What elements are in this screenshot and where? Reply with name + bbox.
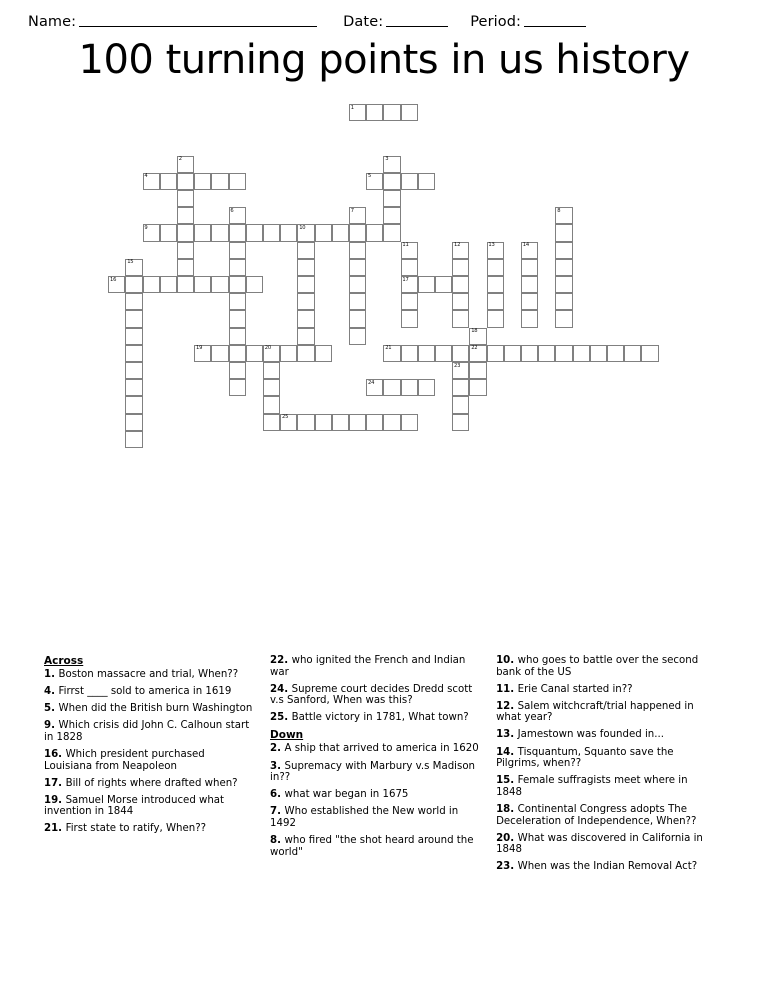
grid-cell[interactable]: [194, 345, 211, 362]
grid-cell[interactable]: [229, 276, 246, 293]
grid-cell[interactable]: [573, 345, 590, 362]
grid-cell[interactable]: [452, 379, 469, 396]
grid-cell[interactable]: [194, 224, 211, 241]
clues-section: [0, 655, 768, 878]
grid-cell[interactable]: [246, 345, 263, 362]
clue-text: Supreme court decides Dredd scott v.s Sanford, When was this?: [270, 683, 473, 707]
clue-item: [44, 749, 256, 772]
grid-cell[interactable]: [229, 224, 246, 241]
grid-cell[interactable]: [418, 276, 435, 293]
grid-cell[interactable]: [401, 414, 418, 431]
grid-cell[interactable]: [349, 310, 366, 327]
grid-cell[interactable]: [555, 259, 572, 276]
clue-number: 25.: [270, 712, 292, 724]
clue-number: 16.: [44, 748, 66, 760]
grid-cell[interactable]: [211, 173, 228, 190]
grid-cell[interactable]: [297, 276, 314, 293]
clue-item: [496, 729, 716, 741]
grid-cell[interactable]: [349, 328, 366, 345]
grid-cell[interactable]: [246, 276, 263, 293]
grid-cell[interactable]: [418, 173, 435, 190]
grid-cell[interactable]: [315, 224, 332, 241]
grid-cell[interactable]: [332, 224, 349, 241]
clue-item: [496, 655, 716, 678]
grid-cell[interactable]: [555, 224, 572, 241]
grid-cell[interactable]: [349, 276, 366, 293]
grid-cell[interactable]: [263, 379, 280, 396]
grid-cell[interactable]: [521, 242, 538, 259]
grid-cell[interactable]: [349, 259, 366, 276]
grid-cell[interactable]: [315, 345, 332, 362]
grid-cell[interactable]: [229, 310, 246, 327]
period-label: Period:: [470, 14, 522, 30]
grid-cell[interactable]: [229, 242, 246, 259]
clue-column-3: [496, 655, 730, 878]
clue-text: Boston massacre and trial, When??: [58, 669, 239, 680]
grid-cell[interactable]: [435, 276, 452, 293]
grid-cell[interactable]: [452, 242, 469, 259]
clue-text: Which president purchased Louisiana from Neapoleon: [44, 748, 205, 772]
cell-number: 16: [109, 276, 117, 283]
grid-cell[interactable]: [401, 379, 418, 396]
grid-cell[interactable]: [418, 379, 435, 396]
grid-cell[interactable]: [401, 104, 418, 121]
clue-item: [44, 778, 256, 790]
cell-number: 12: [453, 242, 461, 249]
grid-cell[interactable]: [125, 396, 142, 413]
grid-cell[interactable]: [125, 276, 142, 293]
clue-number: 9.: [44, 720, 59, 732]
grid-cell[interactable]: [469, 362, 486, 379]
grid-cell[interactable]: [263, 414, 280, 431]
grid-cell[interactable]: [297, 224, 314, 241]
clue-number: 21.: [44, 823, 66, 835]
grid-cell[interactable]: [401, 345, 418, 362]
down-heading: Down: [270, 729, 304, 742]
clue-text: First state to ratify, When??: [65, 823, 207, 835]
clue-item: [44, 823, 256, 835]
cell-number: 19: [195, 345, 203, 352]
grid-cell[interactable]: [229, 207, 246, 224]
grid-cell[interactable]: [383, 224, 400, 241]
grid-cell[interactable]: [349, 104, 366, 121]
grid-cell[interactable]: [143, 276, 160, 293]
grid-cell[interactable]: [160, 224, 177, 241]
grid-cell[interactable]: [108, 276, 125, 293]
grid-cell[interactable]: [607, 345, 624, 362]
clue-number: 5.: [44, 703, 59, 715]
clue-item: [270, 712, 482, 724]
grid-cell[interactable]: [160, 173, 177, 190]
page-title: 100 turning points in us history: [78, 37, 690, 83]
grid-cell[interactable]: [194, 173, 211, 190]
grid-cell[interactable]: [177, 207, 194, 224]
clue-number: 11.: [496, 683, 518, 695]
grid-cell[interactable]: [521, 345, 538, 362]
grid-cell[interactable]: [555, 207, 572, 224]
clue-text: Jamestown was founded in...: [517, 729, 664, 741]
clue-item: [496, 747, 716, 770]
grid-cell[interactable]: [177, 173, 194, 190]
grid-cell[interactable]: [401, 293, 418, 310]
grid-cell[interactable]: [125, 328, 142, 345]
grid-cell[interactable]: [297, 414, 314, 431]
grid-cell[interactable]: [246, 224, 263, 241]
clue-text: Supremacy with Marbury v.s Madison in??: [270, 760, 476, 784]
grid-cell[interactable]: [125, 259, 142, 276]
grid-cell[interactable]: [555, 345, 572, 362]
grid-cell[interactable]: [521, 259, 538, 276]
grid-cell[interactable]: [263, 396, 280, 413]
grid-cell[interactable]: [143, 173, 160, 190]
grid-cell[interactable]: [366, 379, 383, 396]
clue-text: A ship that arrived to america in 1620: [284, 743, 479, 755]
clue-number: 19.: [44, 794, 66, 806]
cell-number: 3: [385, 156, 389, 163]
clue-item: [270, 789, 482, 801]
clue-text: who goes to battle over the second bank of the US: [496, 655, 699, 678]
grid-cell[interactable]: [366, 224, 383, 241]
grid-cell[interactable]: [177, 276, 194, 293]
across-heading: Across: [44, 655, 84, 667]
clue-item: [496, 861, 716, 873]
grid-cell[interactable]: [401, 173, 418, 190]
clue-text: Female suffragists meet where in 1848: [496, 775, 688, 798]
clue-item: [44, 669, 256, 681]
grid-cell[interactable]: [125, 379, 142, 396]
clue-text: what war began in 1675: [284, 789, 409, 801]
grid-cell[interactable]: [125, 345, 142, 362]
grid-cell[interactable]: [229, 328, 246, 345]
cell-number: 7: [350, 207, 354, 214]
clue-item: [496, 775, 716, 798]
cell-number: 20: [264, 345, 271, 352]
grid-cell[interactable]: [263, 362, 280, 379]
grid-cell[interactable]: [349, 207, 366, 224]
grid-cell[interactable]: [487, 242, 504, 259]
grid-cell[interactable]: [125, 431, 142, 448]
grid-cell[interactable]: [383, 207, 400, 224]
clue-number: 6.: [270, 789, 285, 801]
clue-number: 4.: [44, 686, 59, 698]
grid-cell[interactable]: [349, 224, 366, 241]
grid-cell[interactable]: [401, 242, 418, 259]
clue-text: Continental Congress adopts The Deceleration of Independence, When??: [496, 803, 697, 827]
clue-number: 7.: [270, 806, 285, 818]
grid-cell[interactable]: [349, 414, 366, 431]
clue-text: Salem witchcraft/trial happened in what year?: [496, 700, 694, 724]
grid-cell[interactable]: [555, 310, 572, 327]
grid-cell[interactable]: [297, 345, 314, 362]
grid-cell[interactable]: [229, 259, 246, 276]
cell-number: 9: [144, 224, 148, 231]
grid-cell[interactable]: [280, 224, 297, 241]
grid-cell[interactable]: [177, 259, 194, 276]
grid-cell[interactable]: [469, 328, 486, 345]
cell-number: 18: [471, 328, 478, 335]
grid-cell[interactable]: [177, 224, 194, 241]
grid-cell[interactable]: [229, 293, 246, 310]
clue-item: [44, 686, 256, 698]
clue-number: 1.: [44, 669, 59, 680]
clue-item: [270, 684, 482, 707]
clue-text: Samuel Morse introduced what invention in 1844: [44, 794, 225, 818]
grid-cell[interactable]: [229, 345, 246, 362]
clue-item: [270, 743, 482, 755]
grid-cell[interactable]: [297, 310, 314, 327]
cell-number: 13: [488, 242, 495, 249]
cell-number: 2: [178, 156, 182, 163]
grid-cell[interactable]: [487, 276, 504, 293]
grid-cell[interactable]: [487, 259, 504, 276]
cell-number: 10: [299, 224, 306, 231]
grid-cell[interactable]: [521, 276, 538, 293]
grid-cell[interactable]: [641, 345, 658, 362]
grid-cell[interactable]: [383, 104, 400, 121]
grid-cell[interactable]: [452, 396, 469, 413]
grid-cell[interactable]: [332, 414, 349, 431]
date-label: Date:: [343, 14, 384, 30]
grid-cell[interactable]: [125, 362, 142, 379]
grid-cell[interactable]: [538, 345, 555, 362]
grid-cell[interactable]: [349, 242, 366, 259]
grid-cell[interactable]: [297, 328, 314, 345]
grid-cell[interactable]: [590, 345, 607, 362]
grid-cell[interactable]: [383, 173, 400, 190]
grid-cell[interactable]: [469, 379, 486, 396]
grid-cell[interactable]: [297, 242, 314, 259]
grid-cell[interactable]: [555, 293, 572, 310]
clue-item: [44, 703, 256, 715]
grid-cell[interactable]: [452, 293, 469, 310]
grid-cell[interactable]: [211, 345, 228, 362]
cell-number: 23: [453, 362, 461, 369]
name-label: Name:: [28, 14, 77, 30]
cell-number: 17: [402, 276, 409, 283]
grid-cell[interactable]: [487, 345, 504, 362]
clue-item: [496, 833, 716, 856]
grid-cell[interactable]: [487, 310, 504, 327]
cell-number: 4: [144, 173, 148, 180]
grid-cell[interactable]: [263, 224, 280, 241]
grid-cell[interactable]: [452, 345, 469, 362]
clue-number: 3.: [270, 760, 285, 772]
clue-item: [270, 761, 482, 784]
clue-number: 17.: [44, 777, 66, 789]
cell-number: 8: [557, 207, 561, 214]
grid-cell[interactable]: [401, 276, 418, 293]
clue-number: 24.: [270, 683, 292, 695]
cell-number: 1: [350, 104, 354, 111]
clue-number: 15.: [496, 775, 518, 787]
grid-cell[interactable]: [280, 345, 297, 362]
clue-text: who ignited the French and Indian war: [270, 655, 466, 678]
grid-cell[interactable]: [177, 242, 194, 259]
grid-cell[interactable]: [366, 414, 383, 431]
grid-cell[interactable]: [383, 190, 400, 207]
clue-number: 10.: [496, 655, 518, 666]
grid-cell[interactable]: [229, 173, 246, 190]
clue-text: When was the Indian Removal Act?: [517, 861, 698, 873]
grid-cell[interactable]: [452, 310, 469, 327]
grid-cell[interactable]: [435, 345, 452, 362]
grid-cell[interactable]: [383, 414, 400, 431]
clue-text: Erie Canal started in??: [517, 683, 633, 695]
grid-cell[interactable]: [125, 293, 142, 310]
grid-cell[interactable]: [315, 414, 332, 431]
clue-item: [270, 655, 482, 678]
grid-cell[interactable]: [194, 276, 211, 293]
clue-number: 20.: [496, 832, 518, 844]
cell-number: 24: [367, 379, 375, 386]
grid-cell[interactable]: [177, 190, 194, 207]
clue-column-2: [270, 655, 496, 878]
grid-cell[interactable]: [229, 362, 246, 379]
clue-number: 14.: [496, 746, 518, 758]
clue-number: 8.: [270, 835, 285, 847]
grid-cell[interactable]: [504, 345, 521, 362]
clue-item: [44, 720, 256, 743]
clue-text: Tisquantum, Squanto save the Pilgrims, when??: [496, 746, 674, 770]
grid-cell[interactable]: [452, 414, 469, 431]
grid-cell[interactable]: [383, 379, 400, 396]
grid-cell[interactable]: [383, 156, 400, 173]
clue-text: who fired "the shot heard around the world": [270, 835, 474, 858]
clue-text: When did the British burn Washington: [58, 703, 253, 715]
grid-cell[interactable]: [452, 276, 469, 293]
clue-text: Which crisis did John C. Calhoun start in 1828: [44, 720, 250, 743]
grid-cell[interactable]: [452, 259, 469, 276]
clue-number: 12.: [496, 700, 518, 712]
grid-cell[interactable]: [177, 156, 194, 173]
clue-item: [270, 835, 482, 858]
clue-number: 22.: [270, 655, 292, 666]
grid-cell[interactable]: [452, 362, 469, 379]
cell-number: 25: [281, 414, 289, 421]
grid-cell[interactable]: [211, 224, 228, 241]
grid-cell[interactable]: [401, 259, 418, 276]
cell-number: 5: [367, 173, 372, 180]
clue-text: Who established the New world in 1492: [270, 806, 459, 829]
grid-cell[interactable]: [469, 345, 486, 362]
grid-cell[interactable]: [418, 345, 435, 362]
clue-number: 23.: [496, 861, 518, 873]
grid-cell[interactable]: [297, 259, 314, 276]
grid-cell[interactable]: [211, 276, 228, 293]
clue-number: 13.: [496, 729, 518, 741]
grid-cell[interactable]: [229, 379, 246, 396]
grid-cell[interactable]: [555, 276, 572, 293]
grid-cell[interactable]: [349, 293, 366, 310]
cell-number: 6: [230, 207, 234, 214]
grid-cell[interactable]: [521, 310, 538, 327]
clue-item: [44, 795, 256, 818]
grid-cell[interactable]: [624, 345, 641, 362]
grid-cell[interactable]: [297, 293, 314, 310]
grid-cell[interactable]: [366, 104, 383, 121]
grid-cell[interactable]: [143, 224, 160, 241]
grid-cell[interactable]: [521, 293, 538, 310]
clue-number: 2.: [270, 743, 285, 755]
clue-item: [496, 804, 716, 827]
clue-text: Bill of rights where drafted when?: [65, 777, 238, 789]
clue-text: Battle victory in 1781, What town?: [291, 712, 469, 724]
cell-number: 11: [402, 242, 409, 249]
cell-number: 15: [127, 259, 134, 266]
clue-number: 18.: [496, 803, 518, 815]
grid-cell[interactable]: [263, 345, 280, 362]
grid-cell[interactable]: [555, 242, 572, 259]
grid-cell[interactable]: [125, 414, 142, 431]
clue-item: [496, 701, 716, 724]
grid-cell[interactable]: [160, 276, 177, 293]
clue-item: [496, 684, 716, 696]
clue-item: [270, 806, 482, 829]
cell-number: 21: [385, 345, 392, 352]
clue-column-1: [44, 655, 270, 878]
clue-text: Firrst ____ sold to america in 1619: [58, 686, 232, 698]
cell-number: 22: [471, 345, 478, 352]
grid-cell[interactable]: [125, 310, 142, 327]
grid-cell[interactable]: [280, 414, 297, 431]
grid-cell[interactable]: [383, 345, 400, 362]
grid-cell[interactable]: [401, 310, 418, 327]
cell-number: 14: [522, 242, 529, 249]
grid-cell[interactable]: [366, 173, 383, 190]
clue-text: What was discovered in California in 1848: [496, 832, 703, 856]
grid-cell[interactable]: [487, 293, 504, 310]
